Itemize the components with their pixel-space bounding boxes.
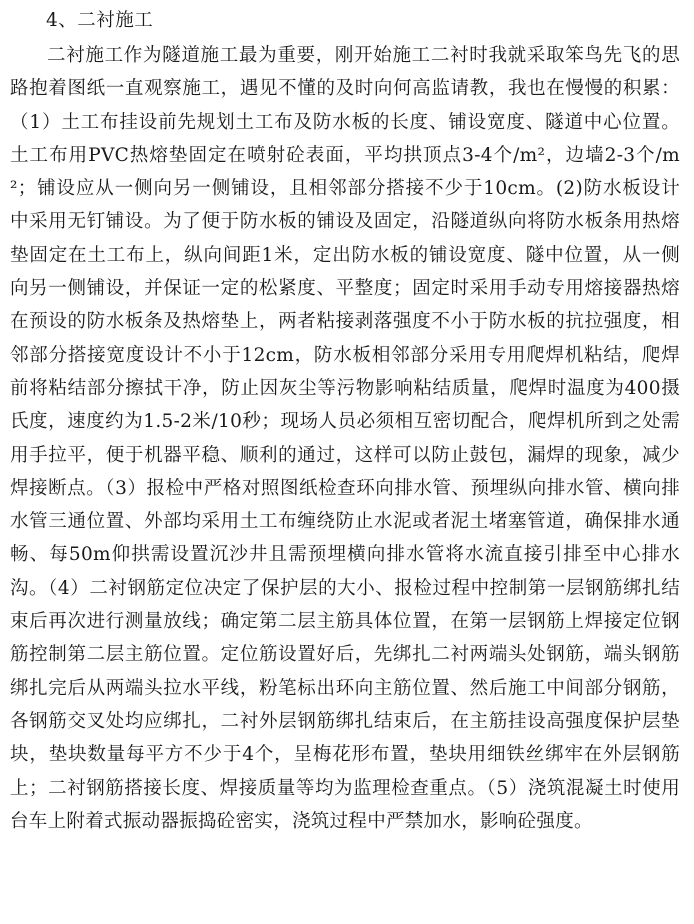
section-heading: 4、二衬施工 xyxy=(46,10,154,31)
body-paragraph: 二衬施工作为隧道施工最为重要，刚开始施工二衬时我就采取笨鸟先飞的思路抱着图纸一直观察施工，遇见不懂的及时向何高监请教，我也在慢慢的积累：（1）土工布挂设前先规划土工布及防水板的长度、铺设宽度、隧道中心位置。土工布用PVC热熔垫固定在喷射砼表面，平均拱顶点3-4个/m²，边墙2-3个/m²；铺设应从一侧向另一侧铺设，且相邻部分搭接不少于10cm。(2)防水板设计中采用无钉铺设。为了便于防水板的铺设及固定，沿隧道纵向将防水板条用热熔垫固定在土工布上，纵向间距1米，定出防水板的铺设宽度、隧中位置，从一侧向另一侧铺设，并保证一定的松紧度、平整度；固定时采用手动专用熔接器热熔在预设的防水板条及热熔垫上，两者粘接剥落强度不小于防水板的抗拉强度，相邻部分搭接宽度设计不小于12cm，防水板相邻部分采用专用爬焊机粘结，爬焊前将粘结部分擦拭干净，防止因灰尘等污物影响粘结质量，爬焊时温度为400摄氏度，速度约为1.5-2米/10秒；现场人员必须相互密切配合，爬焊机所到之处需用手拉平，便于机器平稳、顺利的通过，这样可以防止鼓包，漏焊的现象，减少焊接断点。（3）报检中严格对照图纸检查环向排水管、预埋纵向排水管、横向排水管三通位置、外部均采用土工布缠绕防止水泥或者泥土堵塞管道，确保排水通畅、每50m仰拱需设置沉沙井且需预埋横向排水管将水流直接引排至中心排水沟。（4）二衬钢筋定位决定了保护层的大小、报检过程中控制第一层钢筋绑扎结束后再次进行测量放线；确定第二层主筋具体位置，在第一层钢筋上焊接定位钢筋控制第二层主筋位置。定位筋设置好后，先绑扎二衬两端头处钢筋，端头钢筋绑扎完后从两端头拉水平线，粉笔标出环向主筋位置、然后施工中间部分钢筋，各钢筋交叉处均应绑扎，二衬外层钢筋绑扎结束后，在主筋挂设高强度保护层垫块，垫块数量每平方不少于4个，呈梅花形布置，垫块用细铁丝绑牢在外层钢筋上；二衬钢筋搭接长度、焊接质量等均为监理检查重点。（5）浇筑混凝土时使用台车上附着式振动器振捣砼密实，浇筑过程中严禁加水，影响砼强度。 xyxy=(10,45,680,832)
